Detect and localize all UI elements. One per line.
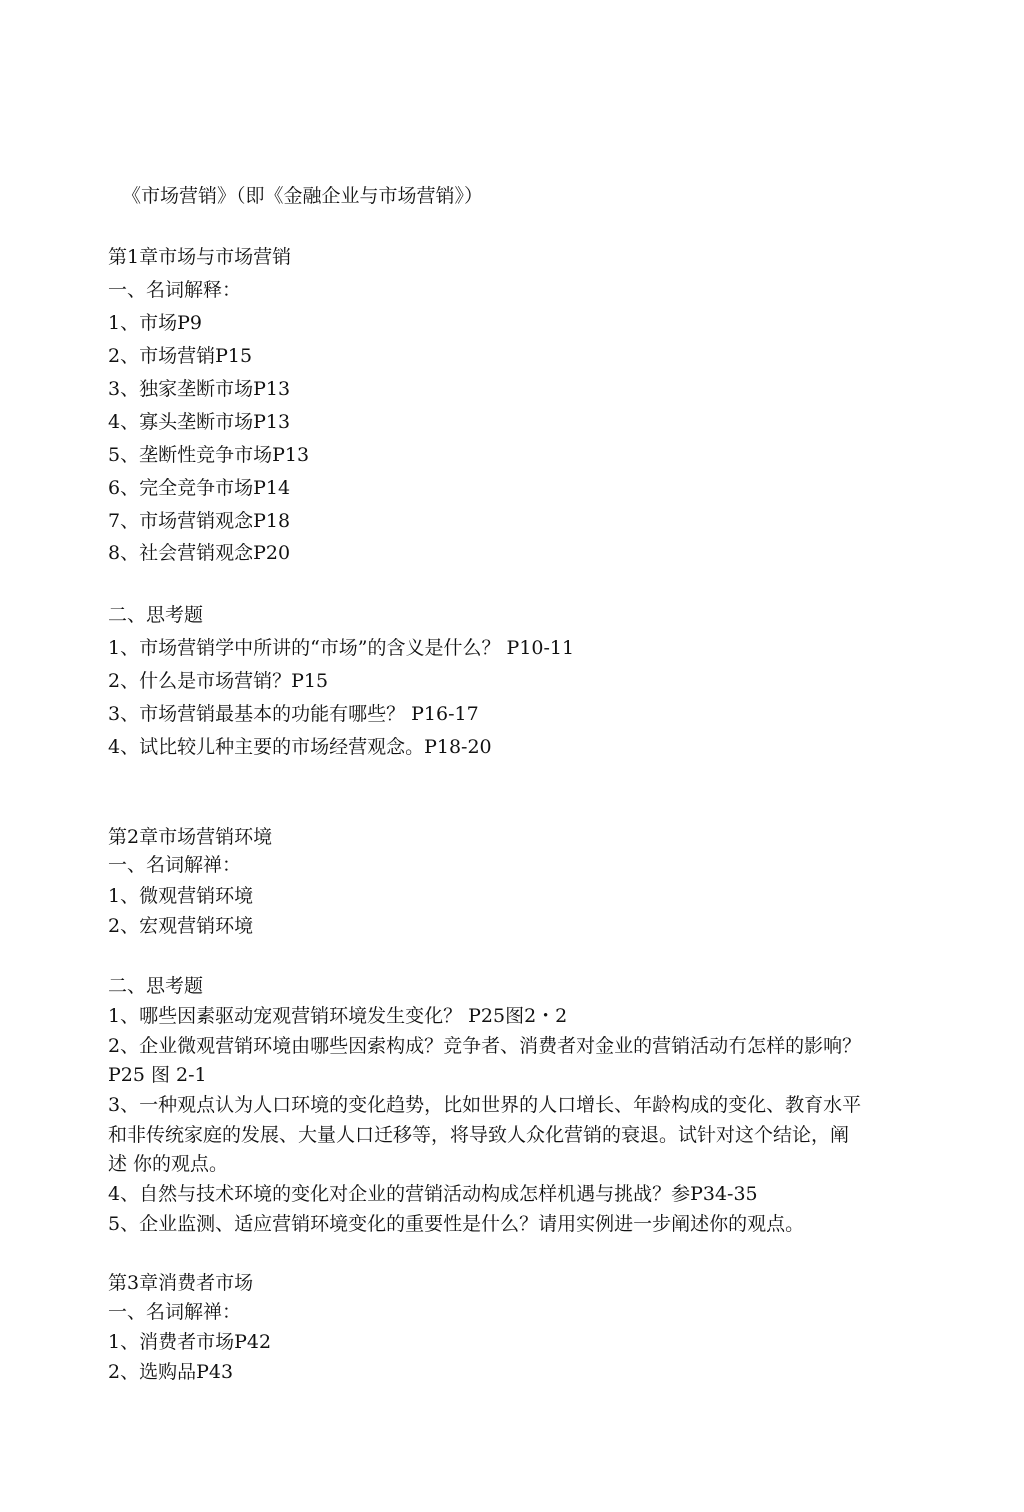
question-item: 4、试比较儿种主要的市场经营观念。P18-20: [108, 736, 492, 758]
question-item: 1、哪些因素驱动宠观营销环境发生变化？ P25图2・2: [108, 1005, 568, 1027]
question-item: 1、市场营销学中所讲的“市场”的含义是什么？ P10-11: [108, 637, 575, 659]
term-item: 1、消费者市场P42: [108, 1331, 272, 1353]
question-item-continuation: 和非传统家庭的发展、大量人口迁移等，将导致人众化营销的衰退。试针对这个结论，阐: [108, 1124, 850, 1146]
term-item: 6、完全竞争市场P14: [108, 477, 291, 499]
term-item: 1、微观营销环境: [108, 885, 254, 907]
question-item: 3、一种观点认为人口环境的变化趋势，比如世界的人口增长、年龄构成的变化、教育水平: [108, 1094, 862, 1116]
question-item: 2、什么是市场营销？P15: [108, 670, 329, 692]
term-item: 2、选购品P43: [108, 1361, 234, 1383]
term-item: 7、市场营销观念P18: [108, 510, 291, 532]
term-item: 3、独家垄断市场P13: [108, 378, 291, 400]
chapter-3-terms-heading: 一、名词解禅：: [108, 1301, 242, 1323]
term-item: 2、宏观营销环境: [108, 915, 254, 937]
chapter-2-questions-heading: 二、思考题: [108, 975, 204, 997]
chapter-2-heading: 第2章市场营销环境: [108, 826, 273, 848]
question-item: 3、市场营销最基本的功能有哪些？ P16-17: [108, 703, 479, 725]
chapter-3-heading: 第3章消费者市场: [108, 1272, 254, 1294]
question-item: 5、企业监测、适应营销环境变化的重要性是什么？请用实例进一步阐述你的观点。: [108, 1213, 805, 1235]
document-title: 《市场营销》（即《金融企业与市场营销》）: [122, 185, 484, 207]
chapter-1-questions-heading: 二、思考题: [108, 604, 204, 626]
question-item: 4、自然与技术环境的变化对企业的营销活动构成怎样机遇与挑战？参P34-35: [108, 1183, 758, 1205]
term-item: 5、垄断性竞争市场P13: [108, 444, 310, 466]
term-item: 8、社会营销观念P20: [108, 542, 291, 564]
chapter-1-terms-heading: 一、名词解释：: [108, 279, 242, 301]
term-item: 2、市场营销P15: [108, 345, 253, 367]
chapter-1-heading: 第1章市场与市场营销: [108, 246, 292, 268]
term-item: 1、市场P9: [108, 312, 202, 334]
chapter-2-terms-heading: 一、名词解禅：: [108, 854, 242, 876]
question-item: 2、企业微观营销环境由哪些因索构成？竞争者、消费者对金业的营销活动冇怎样的影响？: [108, 1035, 862, 1057]
question-item-continuation: P25 图 2-1: [108, 1064, 207, 1086]
term-item: 4、寡头垄断市场P13: [108, 411, 291, 433]
question-item-continuation: 述 你的观点。: [108, 1153, 229, 1175]
